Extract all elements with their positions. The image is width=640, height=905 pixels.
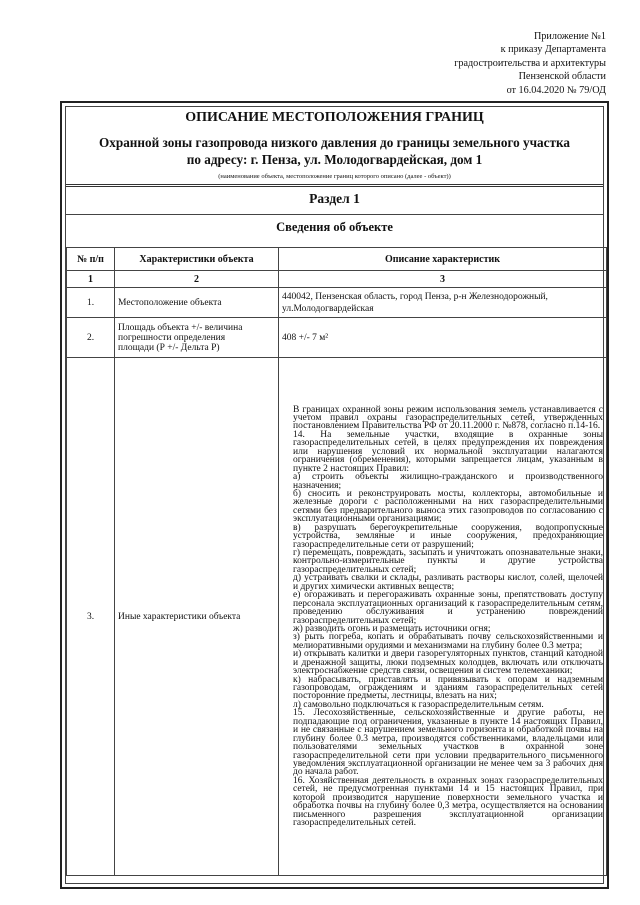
- object-caption: (наименование объекта, местоположение границ которого описано (далее - объект)): [218, 173, 451, 180]
- column-header: № п/п: [67, 248, 115, 271]
- table-header-row: [67, 248, 607, 271]
- column-number: 1: [67, 271, 115, 288]
- rule-paragraph: 16. Хозяйственная деятельность в охранных зонах газораспределительных сетей, не предусмотренная пунктами 14 и 15 настоящих Правил, при которой производится нарушение поверхности земельного участка и обработка почвы на глубину более 0,3 метра, осуществляется на основании письменного разрешения эксплуатационной организации газораспределительных сетей.: [293, 775, 603, 828]
- row-number: 1.: [67, 288, 115, 318]
- annex-line: от 16.04.2020 № 79/ОД: [506, 84, 606, 96]
- document-subtitle: [66, 134, 603, 168]
- column-number: 2: [115, 271, 279, 288]
- rule-paragraph: г) перемещать, повреждать, засыпать и уничтожать опознавательные знаки, контрольно-измерительные пункты и другие устройства газораспределительных сетей;: [293, 548, 603, 575]
- row-characteristic: Местоположение объекта: [115, 288, 279, 318]
- row-characteristic: Иные характеристики объекта: [115, 358, 279, 876]
- rule-paragraph: 14. На земельные участки, входящие в охранные зоны газораспределительных сетей, в целях предупреждения их повреждения или нарушения условий их нормальной эксплуатации налагаются ограничения (обременения), которыми запрещается лицам, указанным в пункте 2 настоящих Правил:: [293, 429, 603, 474]
- rule-paragraph: В границах охранной зоны режим использования земель устанавливается с учетом правил охраны газораспределительных сетей, утвержденных постановлением Правительства РФ от 20.11.2000 г. №878, согласно п.14-16.: [293, 404, 603, 432]
- characteristic-line: Площадь объекта +/- величина: [118, 322, 243, 333]
- rule-paragraph: а) строить объекты жилищно-гражданского и производственного назначения;: [293, 472, 603, 491]
- section-heading: Сведения об объекте: [276, 220, 393, 234]
- annex-line: к приказу Департамента: [500, 44, 606, 56]
- column-number: 3: [279, 271, 607, 288]
- table-row: [67, 288, 607, 318]
- row-number: 2.: [67, 318, 115, 358]
- document-frame: [60, 101, 609, 889]
- row-number: 3.: [67, 358, 115, 876]
- annex-line: Приложение №1: [533, 31, 606, 42]
- rule-paragraph: з) рыть погреба, копать и обрабатывать почву сельскохозяйственными и мелиоративными орудиями и механизмами на глубину более 0.3 метра;: [293, 632, 603, 651]
- annex-reference: [366, 30, 606, 97]
- description-line: ул.Молодогвардейская: [282, 303, 374, 314]
- row-characteristic: [115, 318, 279, 358]
- document-inner-frame: [65, 106, 604, 884]
- table-row: [67, 358, 607, 876]
- divider: [66, 214, 603, 215]
- subtitle-line: по адресу: г. Пенза, ул. Молодогвардейская, дом 1: [186, 152, 483, 167]
- object-info-table: [66, 247, 607, 876]
- table-row: [67, 318, 607, 358]
- rule-paragraph: д) устраивать свалки и склады, разливать растворы кислот, солей, щелочей и других химически активных веществ;: [293, 573, 603, 592]
- divider: [66, 184, 603, 187]
- characteristic-line: погрешности определения: [118, 332, 226, 343]
- column-header: Характеристики объекта: [115, 248, 279, 271]
- rule-paragraph: 15. Лесохозяйственные, сельскохозяйственные и другие работы, не подпадающие под ограничения, указанные в пункте 14 настоящих Правил, и не связанные с нарушением земельного горизонта и обработкой почвы на глубину более 0.3 метра, производятся собственниками, владельцами или пользователями земельных участков в охранной зоне газораспределительной сети при условии предварительного письменного уведомления эксплуатационной организации не менее чем за 3 рабочих дня до начала работ.: [293, 708, 603, 778]
- rule-paragraph: е) огораживать и перегораживать охранные зоны, препятствовать доступу персонала эксплуатационных организаций к газораспределительным сетям, проведению обслуживания и устранению повреждений газораспределительных сетей;: [293, 590, 603, 626]
- annex-line: Пензенской области: [518, 71, 606, 83]
- row-description: 408 +/- 7 м²: [279, 318, 607, 358]
- column-header: Описание характеристик: [279, 248, 607, 271]
- restrictions-text: [279, 358, 607, 876]
- rule-paragraph: к) набрасывать, приставлять и привязывать к опорам и надземным газопроводам, ограждениям и зданиям газораспределительных сетей посторонние предметы, лестницы, влезать на них;: [293, 674, 603, 702]
- subtitle-line: Охранной зоны газопровода низкого давления до границы земельного участка: [99, 135, 570, 150]
- row-description: [279, 288, 607, 318]
- document-title: ОПИСАНИЕ МЕСТОПОЛОЖЕНИЯ ГРАНИЦ: [185, 110, 484, 125]
- characteristic-line: площади (Р +/- Дельта Р): [118, 342, 220, 353]
- rule-paragraph: л) самовольно подключаться к газораспределительным сетям.: [293, 699, 544, 710]
- column-numbers-row: [67, 271, 607, 288]
- description-line: 440042, Пензенская область, город Пенза, р-н Железнодорожный,: [282, 291, 548, 302]
- rule-paragraph: б) сносить и реконструировать мосты, коллекторы, автомобильные и железные дороги с расположенными на них газораспределительными сетями без предварительного выноса этих газопроводов по согласованию с эксплуатационными организациями;: [293, 488, 603, 525]
- annex-line: градостроительства и архитектуры: [454, 57, 606, 69]
- rule-paragraph: ж) разводить огонь и размещать источники огня;: [293, 623, 491, 634]
- rule-paragraph: и) открывать калитки и двери газорегуляторных пунктов, станций катодной и дренажной защиты, люки подземных колодцев, включать или отключать электроснабжение средств связи, освещения и систем телемеханики;: [293, 649, 603, 677]
- section-name: Раздел 1: [309, 191, 360, 206]
- rule-paragraph: в) разрушать берегоукрепительные сооружения, водопропускные устройства, земляные и иные сооружения, предохраняющие газораспределительные сети от разрушений;: [293, 522, 603, 550]
